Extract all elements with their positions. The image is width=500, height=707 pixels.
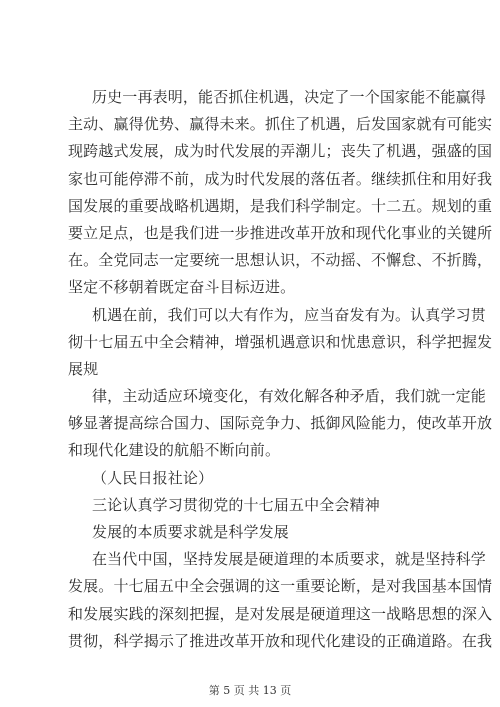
paragraph-line: 机遇在前，我们可以大有作为，应当奋发有为。认真学习贯 <box>92 305 486 324</box>
paragraph-line: 历史一再表明，能否抓住机遇，决定了一个国家能不能赢得 <box>92 88 486 106</box>
paragraph-line: 够显著提高综合国力、国际竞争力、抵御风险能力，使改革开放 <box>68 414 493 433</box>
paragraph-line: 现跨越式发展，成为时代发展的弄潮儿；丧失了机遇，强盛的国 <box>68 142 493 161</box>
paragraph-line: 家也可能停滞不前，成为时代发展的落伍者。继续抓住和用好我 <box>68 169 493 188</box>
paragraph-line: 要立足点，也是我们进一步推进改革开放和现代化事业的关键所 <box>68 223 493 242</box>
paragraph-line: 坚定不移朝着既定奋斗目标迈进。 <box>68 278 296 297</box>
source-attribution: （人民日报社论） <box>92 468 214 487</box>
page-number-footer: 第 5 页 共 13 页 <box>208 684 292 697</box>
paragraph-line: 展规 <box>68 359 99 378</box>
paragraph-line: 在当代中国，坚持发展是硬道理的本质要求，就是坚持科学 <box>92 550 486 569</box>
paragraph-line: 和现代化建设的航船不断向前。 <box>68 441 281 460</box>
document-body <box>68 84 493 655</box>
article-title: 三论认真学习贯彻党的十七届五中全会精神 <box>92 495 380 514</box>
paragraph-line: 和发展实践的深刻把握，是对发展是硬道理这一战略思想的深入 <box>68 604 493 623</box>
paragraph-line: 在。全党同志一定要统一思想认识，不动摇、不懈怠、不折腾， <box>68 251 493 270</box>
paragraph-line: 发展。十七届五中全会强调的这一重要论断，是对我国基本国情 <box>68 577 493 596</box>
paragraph-line: 律，主动适应环境变化，有效化解各种矛盾，我们就一定能 <box>92 387 486 406</box>
paragraph-line: 国发展的重要战略机遇期，是我们科学制定。十二五。规划的重 <box>68 196 493 215</box>
paragraph-line: 彻十七届五中全会精神，增强机遇意识和忧患意识，科学把握发 <box>68 332 493 351</box>
paragraph-line: 主动、赢得优势、赢得未来。抓住了机遇，后发国家就有可能实 <box>68 115 493 134</box>
article-subtitle: 发展的本质要求就是科学发展 <box>92 523 289 541</box>
paragraph-line: 贯彻，科学揭示了推进改革开放和现代化建设的正确道路。在我 <box>68 631 493 650</box>
